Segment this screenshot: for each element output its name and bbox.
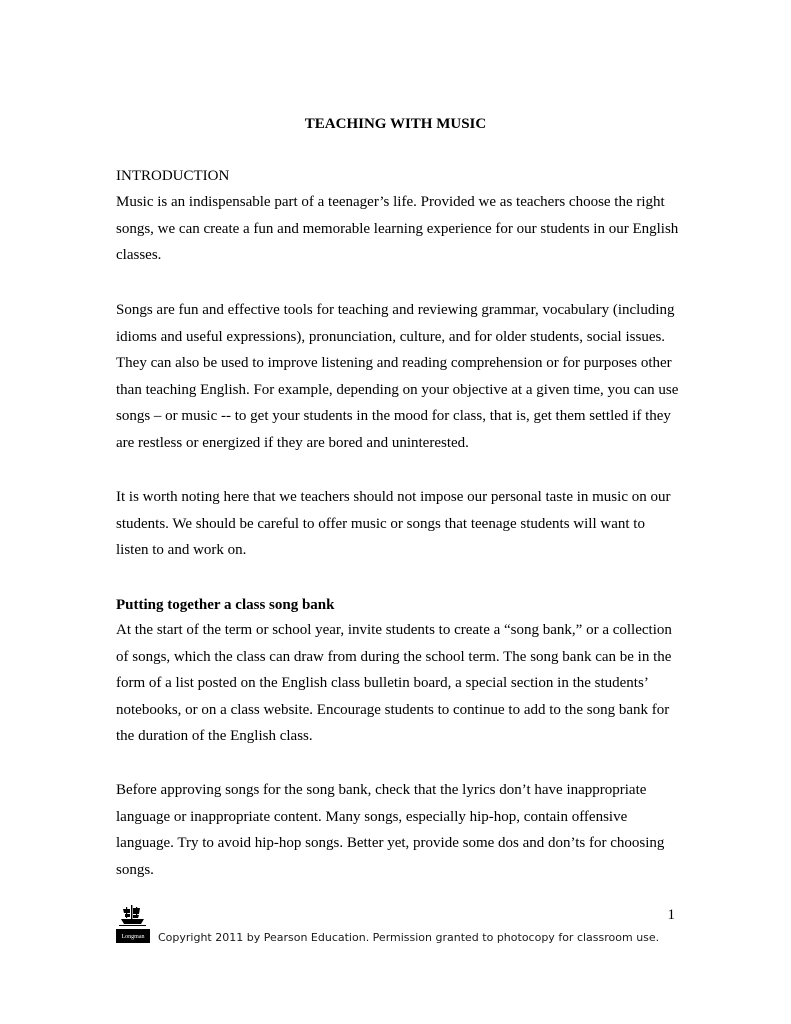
paragraph-personal-taste: It is worth noting here that we teachers should not impose our personal taste in music on our students. We should be careful to offer music or songs that teenage students will want to listen to and work on.	[116, 489, 671, 559]
pearson-longman-logo-icon	[116, 903, 150, 943]
svg-text:Longman: Longman	[121, 934, 145, 940]
paragraph-song-bank: At the start of the term or school year, invite students to create a “song bank,” or a collection of songs, which the class can draw from during the school term. The song bank can be in the form of a list posted on the English class bulletin board, a special section in the students’ notebooks, or on a class website. Encourage students to continue to add to the song bank for the duration of the English class.	[116, 622, 672, 745]
paragraph-intro: Music is an indispensable part of a teenager’s life. Provided we as teachers choose the right songs, we can create a fun and memorable learning experience for our students in our English classes.	[116, 194, 679, 264]
paragraph-songs-tools: Songs are fun and effective tools for teaching and reviewing grammar, vocabulary (including idioms and useful expressions), pronunciation, culture, and for older students, social issues. They can also be used to improve listening and reading comprehension or for purposes other than teaching English. For example, depending on your objective at a given time, you can use songs – or music -- to get your students in the mood for class, that is, get them settled if they are restless or energized if they are bored and uninterested.	[116, 302, 679, 451]
paragraph-approving-songs: Before approving songs for the song bank, check that the lyrics don’t have inappropriate language or inappropriate content. Many songs, especially hip-hop, contain offensive language. Try to avoid hip-hop songs. Better yet, provide some dos and don’ts for choosing songs.	[116, 782, 665, 878]
introduction-heading: INTRODUCTION	[116, 168, 230, 184]
copyright-notice: Copyright 2011 by Pearson Education. Permission granted to photocopy for classroom use.	[158, 931, 660, 944]
song-bank-heading: Putting together a class song bank	[116, 597, 335, 613]
page-title: TEACHING WITH MUSIC	[304, 116, 487, 132]
page-number: 1	[667, 907, 675, 923]
